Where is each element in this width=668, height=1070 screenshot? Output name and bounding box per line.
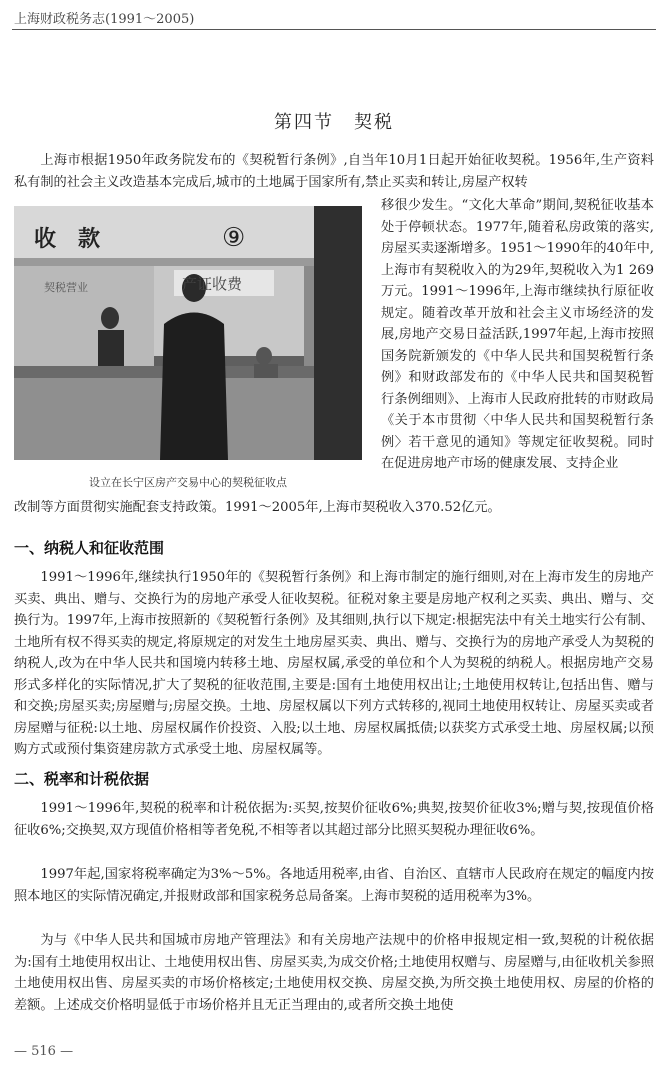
page-number: — 516 — (14, 1044, 74, 1059)
subsection-2-paragraph-1: 1991～1996年,契税的税率和计税依据为:买契,按契价征收6%;典契,按契价征收3%;赠与契,按现值价格征收6%;交换契,双方现值价格相等者免税,不相等者以其超过部分比照买契税办理征收6%。 (14, 801, 654, 838)
photo-caption: 设立在长宁区房产交易中心的契税征收点 (89, 476, 287, 489)
window-label: 产证收费 (182, 275, 243, 293)
intro-paragraph-side: 移很少发生。“文化大革命”期间,契税征收基本处于停顿状态。1977年,随着私房政策的落实,房屋买卖逐渐增多。1951～1990年的40年中,上海市有契税收入的为29年,契税收入为1 269万元。1991～1996年,上海市继续执行原征收规定。随着改革开放和社会主义市场经济的发展,房地产交易日益活跃,1997年起,上海市按照国务院新颁发的《中华人民共和国契税暂行条例》和财政部发布的《中华人民共和国契税暂行条例细则》、上海市人民政府批转的市财政局《关于本市贯彻〈中华人民共和国契税暂行条例〉若干意见的通知》等规定征收契税。同时在促进房地产市场的健康发展、支持企业 (381, 198, 654, 471)
glass-label: 契税营业 (44, 281, 88, 294)
subsection-2-paragraph-3: 为与《中华人民共和国城市房地产管理法》和有关房地产法规中的价格申报规定相一致,契税的计税依据为:国有土地使用权出让、土地使用权出售、房屋买卖,为成交价格;土地使用权赠与、房屋赠与,由征收机关参照土地使用权出售、房屋买卖的市场价格核定;土地使用权交换、房屋交换,为所交换土地使用权、房屋的价格的差额。上述成交价格明显低于市场价格并且无正当理由的,或者所交换土地使 (14, 933, 655, 1013)
subsection-2-paragraph-2: 1997年起,国家将税率确定为3%～5%。各地适用税率,由省、自治区、直辖市人民政府在规定的幅度内按照本地区的实际情况确定,并报财政部和国家税务总局备案。上海市契税的适用税率为3%。 (14, 867, 654, 904)
subsection-heading-1: 一、纳税人和征收范围 (14, 539, 165, 557)
section-title: 第四节 契税 (274, 112, 394, 133)
running-header: 上海财政税务志(1991～2005) (14, 12, 195, 27)
header-rule (12, 29, 656, 30)
intro-paragraph-top: 上海市根据1950年政务院发布的《契税暂行条例》,自当年10月1日起开始征收契税。1956年,生产资料私有制的社会主义改造基本完成后,城市的土地属于国家所有,禁止买卖和转让,房屋产权转 (14, 153, 654, 190)
subsection-heading-2: 二、税率和计税依据 (14, 770, 150, 788)
counter-sign-text: 收 款 (34, 227, 101, 252)
subsection-1-paragraph: 1991～1996年,继续执行1950年的《契税暂行条例》和上海市制定的施行细则,对在上海市发生的房地产买卖、典出、赠与、交换行为的房地产承受人征收契税。征税对象主要是房地产权利之买卖、典出、赠与、交换行为。1997年,上海市按照新的《契税暂行条例》及其细则,执行以下规定:根据宪法中有关土地实行公有制、土地所有权不得买卖的规定,将原规定的对发生土地房屋买卖、典出、赠与、交换行为的房地产承受人为契税的纳税人,改为在中华人民共和国境内转移土地、房屋权属,承受的单位和个人为契税的纳税人。根据房地产交易形式多样化的实际情况,扩大了契税的征收范围,主要是:国有土地使用权出让;土地使用权转让,包括出售、赠与和交换;房屋买卖;房屋赠与;房屋交换。土地、房屋权属以下列方式转移的,视同土地使用权转让、房屋买卖或者房屋赠与征税:以土地、房屋权属作价投资、入股;以土地、房屋权属抵债;以获奖方式承受土地、房屋权属;以预购方式或预付集资建房款方式承受土地、房屋权属等。 (14, 570, 654, 757)
intro-paragraph-bottom: 改制等方面贯彻实施配套支持政策。1991～2005年,上海市契税收入370.52亿元。 (14, 500, 501, 515)
tax-office-photo (14, 206, 362, 460)
counter-number: ⑨ (222, 223, 246, 253)
